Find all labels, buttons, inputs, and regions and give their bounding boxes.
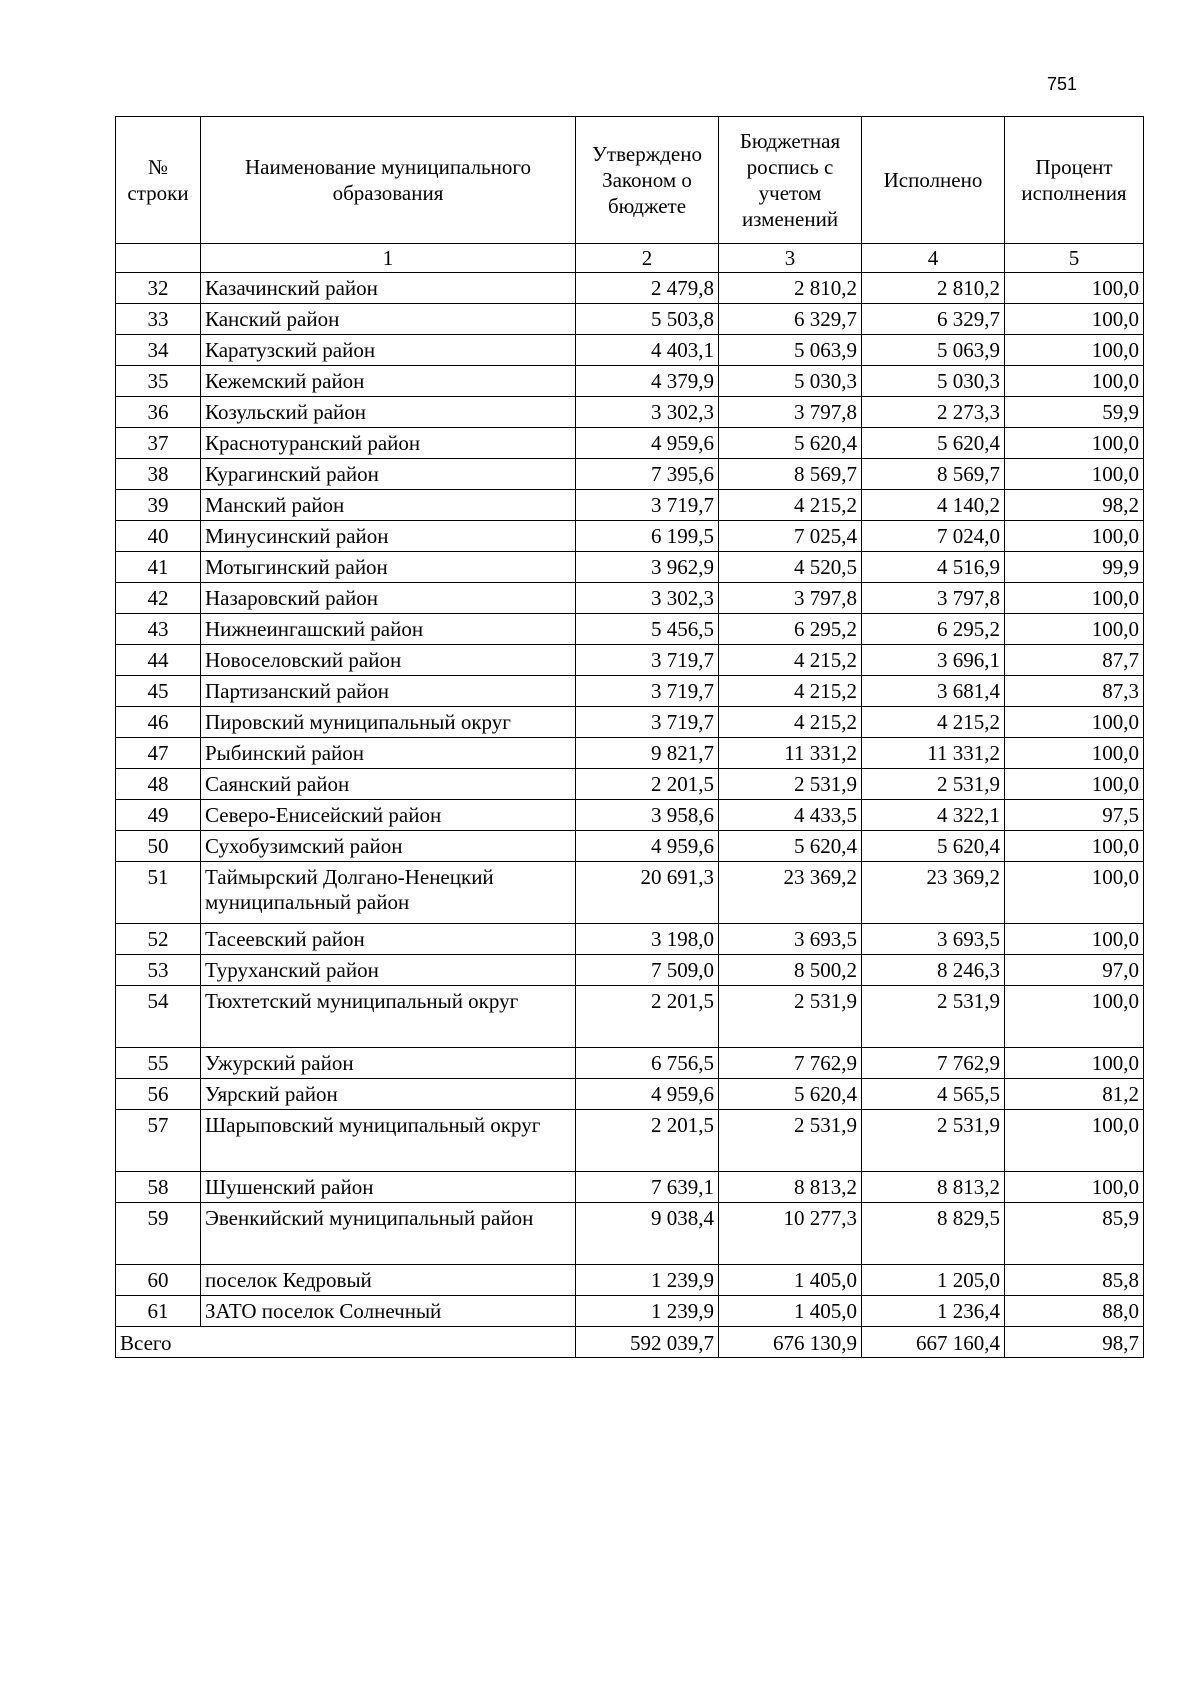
approved-value: 5 456,5 bbox=[576, 614, 719, 645]
column-number: 4 bbox=[862, 244, 1005, 273]
executed-value: 11 331,2 bbox=[862, 738, 1005, 769]
percent-value: 97,0 bbox=[1005, 955, 1144, 986]
approved-value: 7 509,0 bbox=[576, 955, 719, 986]
table-body bbox=[116, 273, 1144, 1327]
percent-value: 100,0 bbox=[1005, 831, 1144, 862]
municipality-name: Саянский район bbox=[201, 769, 576, 800]
executed-value: 4 322,1 bbox=[862, 800, 1005, 831]
approved-value: 4 959,6 bbox=[576, 831, 719, 862]
table-row bbox=[116, 366, 1144, 397]
executed-value: 4 215,2 bbox=[862, 707, 1005, 738]
budget-value: 4 520,5 bbox=[719, 552, 862, 583]
executed-value: 8 813,2 bbox=[862, 1172, 1005, 1203]
table-row bbox=[116, 1048, 1144, 1079]
row-number: 44 bbox=[116, 645, 201, 676]
percent-value: 100,0 bbox=[1005, 614, 1144, 645]
budget-value: 4 433,5 bbox=[719, 800, 862, 831]
row-number: 61 bbox=[116, 1296, 201, 1327]
percent-value: 100,0 bbox=[1005, 707, 1144, 738]
executed-value: 6 295,2 bbox=[862, 614, 1005, 645]
budget-value: 3 797,8 bbox=[719, 397, 862, 428]
approved-value: 20 691,3 bbox=[576, 862, 719, 924]
percent-value: 100,0 bbox=[1005, 335, 1144, 366]
table-row bbox=[116, 924, 1144, 955]
row-number: 49 bbox=[116, 800, 201, 831]
table-row bbox=[116, 397, 1144, 428]
table-row bbox=[116, 676, 1144, 707]
table-row bbox=[116, 428, 1144, 459]
budget-value: 8 569,7 bbox=[719, 459, 862, 490]
column-number: 3 bbox=[719, 244, 862, 273]
row-number: 35 bbox=[116, 366, 201, 397]
percent-value: 100,0 bbox=[1005, 1172, 1144, 1203]
municipality-name: Козульский район bbox=[201, 397, 576, 428]
budget-value: 2 531,9 bbox=[719, 1110, 862, 1172]
row-number: 34 bbox=[116, 335, 201, 366]
row-number: 50 bbox=[116, 831, 201, 862]
table-row bbox=[116, 1203, 1144, 1265]
row-number: 58 bbox=[116, 1172, 201, 1203]
row-number: 46 bbox=[116, 707, 201, 738]
approved-value: 2 201,5 bbox=[576, 1110, 719, 1172]
executed-value: 5 620,4 bbox=[862, 428, 1005, 459]
table-row bbox=[116, 1265, 1144, 1296]
approved-value: 7 395,6 bbox=[576, 459, 719, 490]
table-row bbox=[116, 769, 1144, 800]
table-row bbox=[116, 614, 1144, 645]
municipality-name: Партизанский район bbox=[201, 676, 576, 707]
approved-value: 4 959,6 bbox=[576, 1079, 719, 1110]
percent-value: 100,0 bbox=[1005, 273, 1144, 304]
row-number: 45 bbox=[116, 676, 201, 707]
budget-value: 23 369,2 bbox=[719, 862, 862, 924]
percent-value: 100,0 bbox=[1005, 521, 1144, 552]
page-number: 751 bbox=[1047, 74, 1078, 94]
column-number bbox=[116, 244, 201, 273]
approved-value: 6 199,5 bbox=[576, 521, 719, 552]
row-number: 39 bbox=[116, 490, 201, 521]
row-number: 48 bbox=[116, 769, 201, 800]
executed-value: 7 024,0 bbox=[862, 521, 1005, 552]
percent-value: 85,9 bbox=[1005, 1203, 1144, 1265]
budget-value: 10 277,3 bbox=[719, 1203, 862, 1265]
municipality-name: поселок Кедровый bbox=[201, 1265, 576, 1296]
budget-value: 11 331,2 bbox=[719, 738, 862, 769]
executed-value: 7 762,9 bbox=[862, 1048, 1005, 1079]
percent-value: 99,9 bbox=[1005, 552, 1144, 583]
approved-value: 3 302,3 bbox=[576, 397, 719, 428]
table-row bbox=[116, 986, 1144, 1048]
budget-value: 7 762,9 bbox=[719, 1048, 862, 1079]
executed-value: 2 273,3 bbox=[862, 397, 1005, 428]
row-number: 53 bbox=[116, 955, 201, 986]
table-row bbox=[116, 521, 1144, 552]
budget-value: 5 620,4 bbox=[719, 1079, 862, 1110]
executed-value: 5 620,4 bbox=[862, 831, 1005, 862]
municipality-name: Манский район bbox=[201, 490, 576, 521]
executed-value: 4 140,2 bbox=[862, 490, 1005, 521]
municipality-name: Сухобузимский район bbox=[201, 831, 576, 862]
municipality-name: Тюхтетский муниципальный округ bbox=[201, 986, 576, 1048]
approved-value: 2 479,8 bbox=[576, 273, 719, 304]
executed-value: 2 531,9 bbox=[862, 769, 1005, 800]
approved-value: 1 239,9 bbox=[576, 1265, 719, 1296]
row-number: 41 bbox=[116, 552, 201, 583]
budget-execution-table bbox=[115, 116, 1144, 1358]
executed-value: 2 531,9 bbox=[862, 1110, 1005, 1172]
budget-value: 4 215,2 bbox=[719, 645, 862, 676]
approved-value: 3 302,3 bbox=[576, 583, 719, 614]
municipality-name: Канский район bbox=[201, 304, 576, 335]
budget-value: 2 531,9 bbox=[719, 986, 862, 1048]
percent-value: 100,0 bbox=[1005, 583, 1144, 614]
total-percent: 98,7 bbox=[1005, 1327, 1144, 1358]
budget-value: 8 813,2 bbox=[719, 1172, 862, 1203]
column-number: 2 bbox=[576, 244, 719, 273]
budget-value: 6 329,7 bbox=[719, 304, 862, 335]
table-row bbox=[116, 1079, 1144, 1110]
percent-value: 100,0 bbox=[1005, 1048, 1144, 1079]
percent-value: 100,0 bbox=[1005, 428, 1144, 459]
percent-value: 97,5 bbox=[1005, 800, 1144, 831]
approved-value: 2 201,5 bbox=[576, 769, 719, 800]
percent-value: 100,0 bbox=[1005, 304, 1144, 335]
municipality-name: Ужурский район bbox=[201, 1048, 576, 1079]
budget-value: 7 025,4 bbox=[719, 521, 862, 552]
executed-value: 5 063,9 bbox=[862, 335, 1005, 366]
header-row-number: № строки bbox=[116, 117, 201, 244]
percent-value: 87,3 bbox=[1005, 676, 1144, 707]
row-number: 56 bbox=[116, 1079, 201, 1110]
header-executed: Исполнено bbox=[862, 117, 1005, 244]
percent-value: 59,9 bbox=[1005, 397, 1144, 428]
approved-value: 4 959,6 bbox=[576, 428, 719, 459]
approved-value: 6 756,5 bbox=[576, 1048, 719, 1079]
municipality-name: Каратузский район bbox=[201, 335, 576, 366]
row-number: 47 bbox=[116, 738, 201, 769]
percent-value: 87,7 bbox=[1005, 645, 1144, 676]
municipality-name: Кежемский район bbox=[201, 366, 576, 397]
budget-value: 2 810,2 bbox=[719, 273, 862, 304]
table-row bbox=[116, 304, 1144, 335]
header-execution-percent: Процент исполнения bbox=[1005, 117, 1144, 244]
municipality-name: Казачинский район bbox=[201, 273, 576, 304]
budget-value: 5 030,3 bbox=[719, 366, 862, 397]
budget-value: 4 215,2 bbox=[719, 490, 862, 521]
total-approved: 592 039,7 bbox=[576, 1327, 719, 1358]
table-row bbox=[116, 459, 1144, 490]
table-row bbox=[116, 738, 1144, 769]
approved-value: 1 239,9 bbox=[576, 1296, 719, 1327]
row-number: 60 bbox=[116, 1265, 201, 1296]
budget-value: 2 531,9 bbox=[719, 769, 862, 800]
column-number-row bbox=[116, 244, 1144, 273]
row-number: 51 bbox=[116, 862, 201, 924]
table-row bbox=[116, 955, 1144, 986]
approved-value: 3 719,7 bbox=[576, 676, 719, 707]
approved-value: 3 719,7 bbox=[576, 645, 719, 676]
executed-value: 4 516,9 bbox=[862, 552, 1005, 583]
budget-value: 5 620,4 bbox=[719, 428, 862, 459]
municipality-name: Таймырский Долгано-Ненецкий муниципальный район bbox=[201, 862, 576, 924]
executed-value: 8 569,7 bbox=[862, 459, 1005, 490]
table-row bbox=[116, 583, 1144, 614]
total-label: Всего bbox=[116, 1327, 576, 1358]
municipality-name: ЗАТО поселок Солнечный bbox=[201, 1296, 576, 1327]
approved-value: 3 962,9 bbox=[576, 552, 719, 583]
approved-value: 4 403,1 bbox=[576, 335, 719, 366]
table-row bbox=[116, 862, 1144, 924]
percent-value: 88,0 bbox=[1005, 1296, 1144, 1327]
executed-value: 23 369,2 bbox=[862, 862, 1005, 924]
approved-value: 9 038,4 bbox=[576, 1203, 719, 1265]
municipality-name: Туруханский район bbox=[201, 955, 576, 986]
table-row bbox=[116, 490, 1144, 521]
table-row bbox=[116, 1296, 1144, 1327]
approved-value: 3 198,0 bbox=[576, 924, 719, 955]
table-row bbox=[116, 273, 1144, 304]
total-row bbox=[116, 1327, 1144, 1358]
executed-value: 8 829,5 bbox=[862, 1203, 1005, 1265]
municipality-name: Уярский район bbox=[201, 1079, 576, 1110]
executed-value: 1 205,0 bbox=[862, 1265, 1005, 1296]
budget-value: 1 405,0 bbox=[719, 1265, 862, 1296]
row-number: 57 bbox=[116, 1110, 201, 1172]
budget-value: 8 500,2 bbox=[719, 955, 862, 986]
row-number: 52 bbox=[116, 924, 201, 955]
row-number: 42 bbox=[116, 583, 201, 614]
executed-value: 8 246,3 bbox=[862, 955, 1005, 986]
budget-value: 4 215,2 bbox=[719, 676, 862, 707]
total-executed: 667 160,4 bbox=[862, 1327, 1005, 1358]
table-row bbox=[116, 335, 1144, 366]
table-row bbox=[116, 1172, 1144, 1203]
budget-value: 6 295,2 bbox=[719, 614, 862, 645]
executed-value: 5 030,3 bbox=[862, 366, 1005, 397]
budget-value: 5 063,9 bbox=[719, 335, 862, 366]
row-number: 38 bbox=[116, 459, 201, 490]
row-number: 37 bbox=[116, 428, 201, 459]
executed-value: 1 236,4 bbox=[862, 1296, 1005, 1327]
executed-value: 6 329,7 bbox=[862, 304, 1005, 335]
municipality-name: Рыбинский район bbox=[201, 738, 576, 769]
total-budget: 676 130,9 bbox=[719, 1327, 862, 1358]
table-row bbox=[116, 707, 1144, 738]
table-row bbox=[116, 552, 1144, 583]
approved-value: 3 719,7 bbox=[576, 490, 719, 521]
percent-value: 100,0 bbox=[1005, 459, 1144, 490]
row-number: 59 bbox=[116, 1203, 201, 1265]
budget-value: 4 215,2 bbox=[719, 707, 862, 738]
approved-value: 4 379,9 bbox=[576, 366, 719, 397]
column-number: 5 bbox=[1005, 244, 1144, 273]
percent-value: 85,8 bbox=[1005, 1265, 1144, 1296]
table-row bbox=[116, 1110, 1144, 1172]
table-row bbox=[116, 831, 1144, 862]
approved-value: 2 201,5 bbox=[576, 986, 719, 1048]
column-number: 1 bbox=[201, 244, 576, 273]
budget-value: 1 405,0 bbox=[719, 1296, 862, 1327]
percent-value: 100,0 bbox=[1005, 738, 1144, 769]
budget-value: 3 797,8 bbox=[719, 583, 862, 614]
percent-value: 98,2 bbox=[1005, 490, 1144, 521]
percent-value: 100,0 bbox=[1005, 769, 1144, 800]
municipality-name: Шушенский район bbox=[201, 1172, 576, 1203]
header-approved-by-law: Утверждено Законом о бюджете bbox=[576, 117, 719, 244]
municipality-name: Тасеевский район bbox=[201, 924, 576, 955]
row-number: 33 bbox=[116, 304, 201, 335]
municipality-name: Назаровский район bbox=[201, 583, 576, 614]
municipality-name: Шарыповский муниципальный округ bbox=[201, 1110, 576, 1172]
municipality-name: Новоселовский район bbox=[201, 645, 576, 676]
percent-value: 100,0 bbox=[1005, 986, 1144, 1048]
percent-value: 100,0 bbox=[1005, 366, 1144, 397]
percent-value: 100,0 bbox=[1005, 862, 1144, 924]
table-row bbox=[116, 645, 1144, 676]
approved-value: 3 719,7 bbox=[576, 707, 719, 738]
table-row bbox=[116, 800, 1144, 831]
executed-value: 2 531,9 bbox=[862, 986, 1005, 1048]
row-number: 43 bbox=[116, 614, 201, 645]
percent-value: 100,0 bbox=[1005, 924, 1144, 955]
approved-value: 9 821,7 bbox=[576, 738, 719, 769]
executed-value: 3 681,4 bbox=[862, 676, 1005, 707]
executed-value: 3 693,5 bbox=[862, 924, 1005, 955]
percent-value: 100,0 bbox=[1005, 1110, 1144, 1172]
header-budget-schedule: Бюджетная роспись с учетом изменений bbox=[719, 117, 862, 244]
header-municipality-name: Наименование муниципального образования bbox=[201, 117, 576, 244]
municipality-name: Пировский муниципальный округ bbox=[201, 707, 576, 738]
municipality-name: Минусинский район bbox=[201, 521, 576, 552]
municipality-name: Краснотуранский район bbox=[201, 428, 576, 459]
row-number: 36 bbox=[116, 397, 201, 428]
row-number: 32 bbox=[116, 273, 201, 304]
municipality-name: Нижнеингашский район bbox=[201, 614, 576, 645]
municipality-name: Эвенкийский муниципальный район bbox=[201, 1203, 576, 1265]
approved-value: 3 958,6 bbox=[576, 800, 719, 831]
row-number: 54 bbox=[116, 986, 201, 1048]
budget-value: 5 620,4 bbox=[719, 831, 862, 862]
municipality-name: Северо-Енисейский район bbox=[201, 800, 576, 831]
executed-value: 3 797,8 bbox=[862, 583, 1005, 614]
percent-value: 81,2 bbox=[1005, 1079, 1144, 1110]
municipality-name: Мотыгинский район bbox=[201, 552, 576, 583]
executed-value: 2 810,2 bbox=[862, 273, 1005, 304]
executed-value: 3 696,1 bbox=[862, 645, 1005, 676]
approved-value: 7 639,1 bbox=[576, 1172, 719, 1203]
executed-value: 4 565,5 bbox=[862, 1079, 1005, 1110]
table-header-row bbox=[116, 117, 1144, 244]
row-number: 55 bbox=[116, 1048, 201, 1079]
municipality-name: Курагинский район bbox=[201, 459, 576, 490]
row-number: 40 bbox=[116, 521, 201, 552]
budget-value: 3 693,5 bbox=[719, 924, 862, 955]
approved-value: 5 503,8 bbox=[576, 304, 719, 335]
